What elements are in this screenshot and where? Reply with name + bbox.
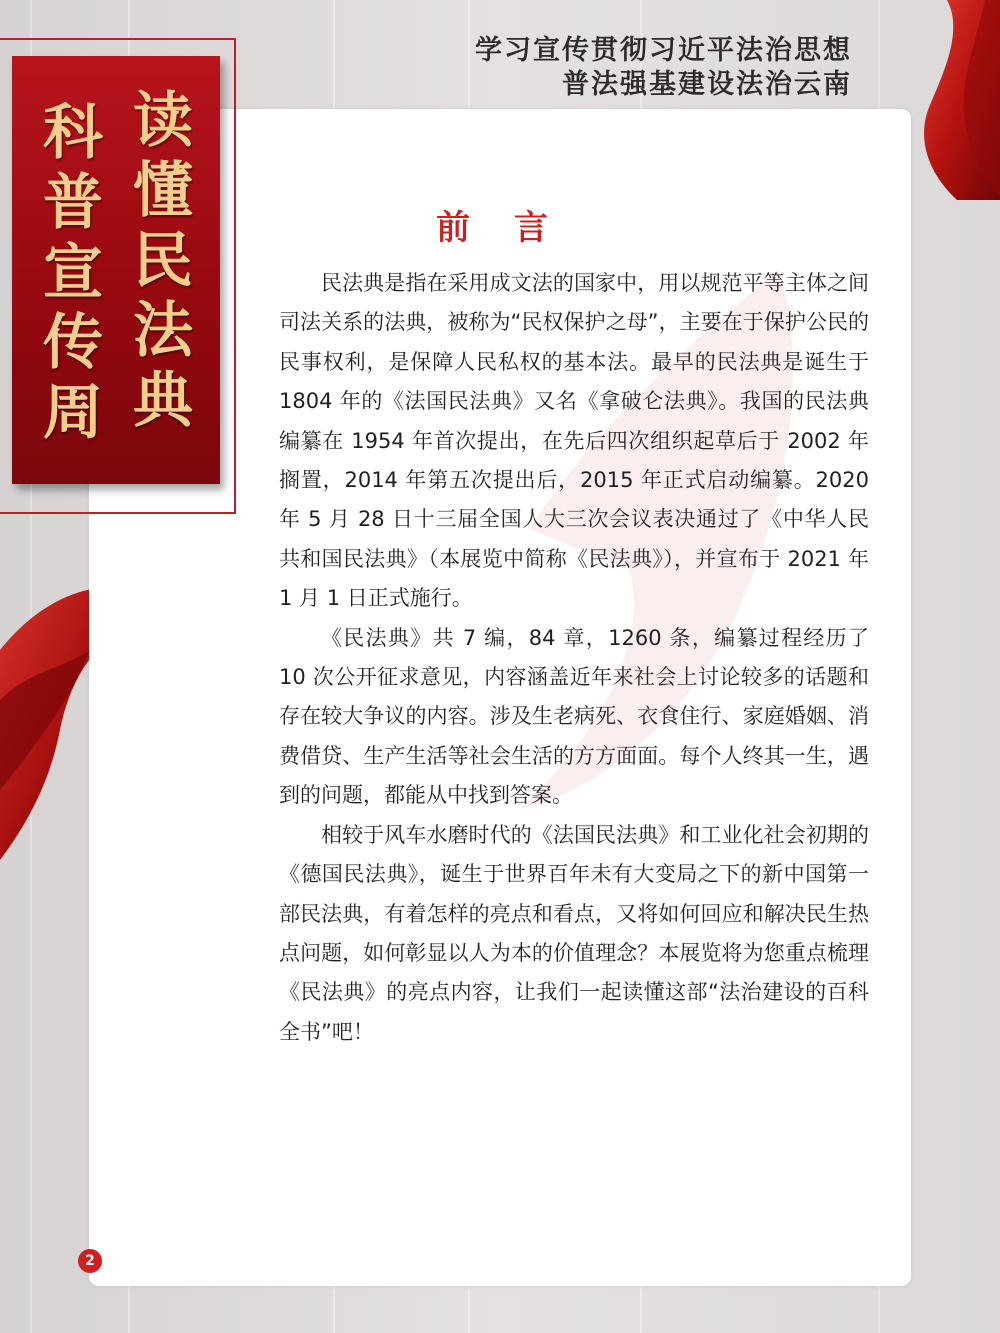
preface-heading: 前 言 — [436, 208, 564, 248]
title-banner — [12, 56, 220, 484]
page-number-badge: 2 — [78, 1249, 102, 1273]
preface-body — [279, 264, 869, 1052]
preface-paragraph: 民法典是指在采用成文法的国家中，用以规范平等主体之间司法关系的法典，被称为“民权保护之母”，主要在于保护公民的民事权利，是保障人民私权的基本法。最早的民法典是诞生于 1804 年的《法国民法典》又名《拿破仑法典》。我国的民法典编纂在 1954 年首次提出，在先后四次组织起草后于 2002 年搁置，2014 年第五次提出后，2015 年正式启动编纂。2020 年 5 月 28 日十三届全国人大三次会议表决通过了《中华人民共和国民法典》（本展览中简称《民法典》），并宣布于 2021 年 1 月 1 日正式施行。 — [279, 271, 869, 611]
preface-paragraph: 《民法典》共 7 编，84 章，1260 条，编纂过程经历了 10 次公开征求意见，内容涵盖近年来社会上讨论较多的话题和存在较大争议的内容。涉及生老病死、衣食住行、家庭婚姻、消费借贷、生产生活等社会生活的方方面面。每个人终其一生，遇到的问题，都能从中找到答案。 — [279, 625, 869, 808]
title-banner-sub-text: 科普宣传周 — [43, 98, 103, 448]
header-line-1: 学习宣传贯彻习近平法治思想 — [475, 35, 852, 66]
title-banner-main-text: 读懂民法典 — [133, 86, 193, 436]
preface-paragraph: 相较于风车水磨时代的《法国民法典》和工业化社会初期的《德国民法典》，诞生于世界百年未有大变局之下的新中国第一部民法典，有着怎样的亮点和看点，又将如何回应和解决民生热点问题，如何彰显以人为本的价值理念？本展览将为您重点梳理《民法典》的亮点内容，让我们一起读懂这部“法治建设的百科全书”吧！ — [279, 822, 869, 1044]
header-line-2: 普法强基建设法治云南 — [562, 69, 852, 100]
